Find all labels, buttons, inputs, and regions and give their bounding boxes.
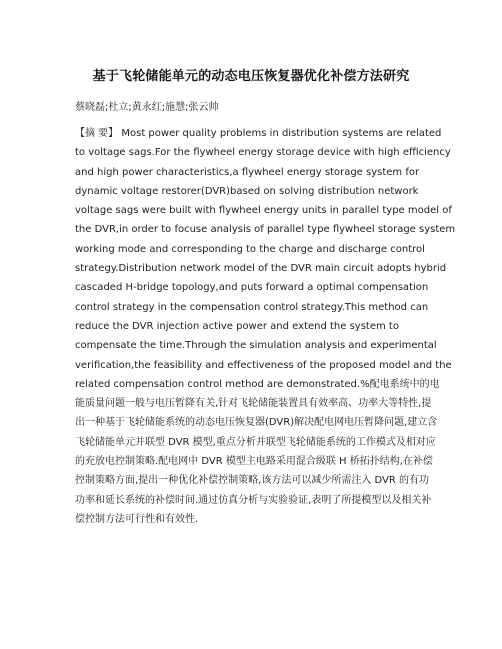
abstract-line: and high power characteristics,a flywheel energy storage system for xyxy=(75,166,420,178)
abstract-line: 偿控制方法可行性和有效性. xyxy=(75,513,199,525)
abstract-line: strategy.Distribution network model of the DVR main circuit adopts hybrid xyxy=(75,263,447,275)
abstract-line: control strategy in the compensation control strategy.This method can xyxy=(75,301,429,313)
abstract-line: verification,the feasibility and effectiveness of the proposed model and the xyxy=(75,359,452,371)
abstract-line: dynamic voltage restorer(DVR)based on solving distribution network xyxy=(75,185,419,197)
abstract-line: 能质量问题一般与电压暂降有关,针对飞轮储能装置具有效率高、功率大等特性,提 xyxy=(75,398,432,410)
abstract-line: cascaded H-bridge topology,and puts forward a optimal compensation xyxy=(75,282,429,294)
abstract-label: 【摘 要】 xyxy=(75,128,119,139)
abstract-line: working mode and corresponding to the charge and discharge control xyxy=(75,243,425,255)
abstract-line xyxy=(75,124,442,143)
abstract-line: to voltage sags.For the flywheel energy storage device with high efficiency xyxy=(75,147,451,159)
abstract-line: 控制策略方面,提出一种优化补偿控制策略,该方法可以减少所需注入 DVR 的有功 xyxy=(75,475,430,487)
abstract-line: 的充放电控制策略.配电网中 DVR 模型主电路采用混合级联 H 桥拓扑结构,在补偿 xyxy=(75,456,433,468)
abstract-line: 出一种基于飞轮储能系统的动态电压恢复器(DVR)解决配电网电压暂降问题,建立含 xyxy=(75,417,438,429)
abstract-text: Most power quality problems in distribution systems are related xyxy=(118,128,442,139)
abstract-block xyxy=(75,124,456,529)
abstract-line: 功率和延长系统的补偿时间.通过仿真分析与实验验证,表明了所提模型以及相关补 xyxy=(75,494,432,506)
abstract-line: reduce the DVR injection active power and extend the system to xyxy=(75,320,399,332)
abstract-line: related compensation control method are demonstrated.%配电系统中的电 xyxy=(75,378,440,390)
paper-title: 基于飞轮储能单元的动态电压恢复器优化补偿方法研究 xyxy=(92,69,410,84)
abstract-line: compensate the time.Through the simulation analysis and experimental xyxy=(75,340,437,352)
abstract-line: the DVR,in order to focuse analysis of parallel type flywheel storage system xyxy=(75,224,456,236)
abstract-line: voltage sags were built with flywheel energy units in parallel type model of xyxy=(75,205,452,217)
abstract-line: 飞轮储能单元并联型 DVR 模型,重点分析并联型飞轮储能系统的工作模式及相对应 xyxy=(75,436,436,448)
author-list: 蔡晓磊;杜立;黄永红;施慧;张云帅 xyxy=(75,102,219,113)
